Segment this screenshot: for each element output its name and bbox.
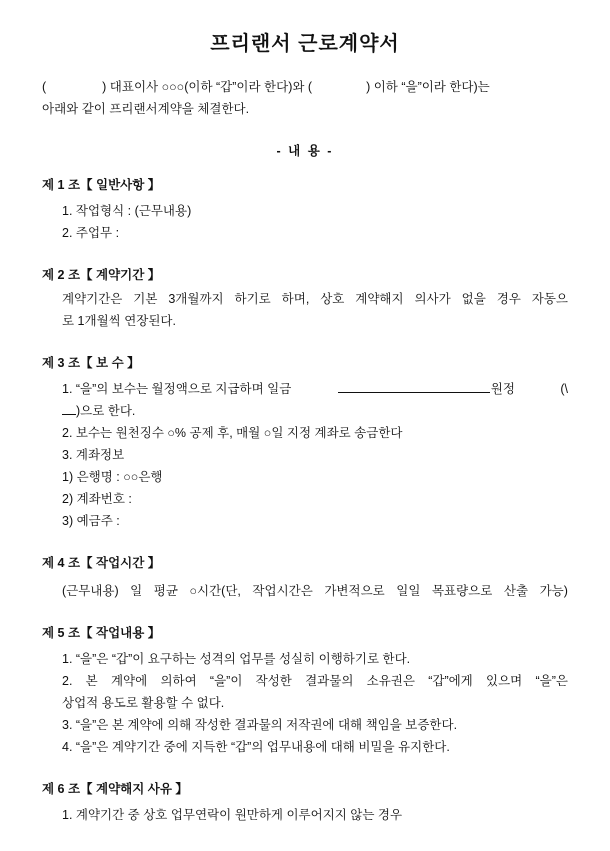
section-3-line-5: 2) 계좌번호 : <box>62 492 132 506</box>
pay-amount-group <box>337 378 515 400</box>
word: 일 <box>130 584 143 598</box>
pay-line-prefix: 1. “을”의 보수는 월정액으로 지급하며 일금 <box>62 382 292 396</box>
word: 경우 <box>496 292 521 306</box>
word: 결과물의 <box>305 674 354 688</box>
section-5-line-1: 1. “을”은 “갑”이 요구하는 성격의 업무를 성실히 이행하기로 한다. <box>62 652 411 666</box>
pay-amount-short-blank <box>62 401 76 415</box>
section-2 <box>42 264 568 332</box>
section-4-title: 제 4 조【 작업시간 】 <box>42 556 161 570</box>
section-5-line-4: 3. “을”은 본 계약에 의해 작성한 결과물의 저작권에 대해 책임을 보증한다. <box>62 718 458 732</box>
section-1-body <box>42 200 568 244</box>
section-5-body <box>42 648 568 758</box>
section-3-title: 제 3 조【 보 수 】 <box>42 356 140 370</box>
word: 없을 <box>461 292 486 306</box>
word: 계약해지 <box>355 292 404 306</box>
word: “갑”에게 <box>428 674 473 688</box>
pay-amount-blank <box>338 379 490 393</box>
word: 가능) <box>539 584 568 598</box>
word: 일일 <box>396 584 421 598</box>
word: 산출 <box>503 584 529 598</box>
word: “을”이 <box>209 674 243 688</box>
word: 가변적으로 <box>324 584 385 598</box>
section-1 <box>42 174 568 244</box>
section-1-line-1: 1. 작업형식 : (근무내용) <box>62 204 192 218</box>
section-3 <box>42 352 568 532</box>
word: 하며, <box>281 292 310 306</box>
section-1-title: 제 1 조【 일반사항 】 <box>42 178 161 192</box>
section-3-line-3: 3. 계좌정보 <box>62 448 125 462</box>
word: 목표량으로 <box>431 584 493 598</box>
section-6 <box>42 778 568 826</box>
word: 있으며 <box>486 674 523 688</box>
pay-line-paren: (\ <box>560 382 568 396</box>
word: 평균 <box>153 584 178 598</box>
pay-line <box>62 378 568 400</box>
word: 3개월까지 <box>168 292 224 306</box>
word: 자동으 <box>531 292 568 306</box>
section-6-title: 제 6 조【 계약해지 사유 】 <box>42 782 188 796</box>
word: 계약에 <box>110 674 148 688</box>
section-1-line-2: 2. 주업무 : <box>62 226 120 240</box>
section-3-line-6: 3) 예금주 : <box>62 514 120 528</box>
intro-line-1 <box>42 76 568 98</box>
word: 하기로 <box>234 292 271 306</box>
section-4-body <box>42 580 568 602</box>
word: 소유권은 <box>366 674 415 688</box>
word: 의사가 <box>414 292 451 306</box>
section-6-body <box>42 804 568 826</box>
section-5-line-5: 4. “을”은 계약기간 중에 지득한 “갑”의 업무내용에 대해 비밀을 유지한다. <box>62 740 450 754</box>
word: 계약기간은 <box>62 292 123 306</box>
word: 상호 <box>320 292 345 306</box>
section-3-line-2: 2. 보수는 원천징수 ○% 공제 후, 매월 ○일 지정 계좌로 송금한다 <box>62 426 403 440</box>
word: 기본 <box>133 292 158 306</box>
section-4-line-1 <box>62 580 568 602</box>
section-2-line-1 <box>62 288 568 310</box>
section-5-title: 제 5 조【 작업내용 】 <box>42 626 161 640</box>
word: 작성한 <box>255 674 292 688</box>
word: “을”은 <box>535 674 568 688</box>
document-title: 프리랜서 근로계약서 <box>210 33 400 55</box>
intro-line-1-part-1: ( <box>42 80 47 94</box>
intro-line-2: 아래와 같이 프리랜서계약을 체결한다. <box>42 102 250 116</box>
word: 본 <box>85 674 98 688</box>
section-3-body <box>42 378 568 532</box>
intro-line-1-part-2: ) 대표이사 ○○○(이하 “갑”이라 한다)와 ( <box>102 80 313 94</box>
section-5-line-3: 상업적 용도로 활용할 수 없다. <box>62 696 225 710</box>
word: 의하여 <box>160 674 197 688</box>
intro-paragraph <box>42 76 568 120</box>
section-2-title: 제 2 조【 계약기간 】 <box>42 268 161 282</box>
word: ○시간(단, <box>189 584 241 598</box>
word: (근무내용) <box>62 584 119 598</box>
pay-line-2-suffix: )으로 한다. <box>76 404 136 418</box>
section-5 <box>42 622 568 758</box>
section-6-line-1: 1. 계약기간 중 상호 업무연락이 원만하게 이루어지지 않는 경우 <box>62 808 403 822</box>
word: 2. <box>62 674 73 688</box>
section-5-line-2 <box>62 670 568 692</box>
section-2-line-2: 로 1개월씩 연장된다. <box>62 314 176 328</box>
pay-line-2 <box>62 400 568 422</box>
intro-line-1-part-3: ) 이하 “을”이라 한다)는 <box>366 80 490 94</box>
content-heading: - 내 용 - <box>276 144 334 158</box>
pay-line-won: 원정 <box>490 382 515 396</box>
section-4 <box>42 552 568 602</box>
word: 작업시간은 <box>252 584 313 598</box>
section-3-line-4: 1) 은행명 : ○○은행 <box>62 470 163 484</box>
section-2-body <box>42 288 568 332</box>
